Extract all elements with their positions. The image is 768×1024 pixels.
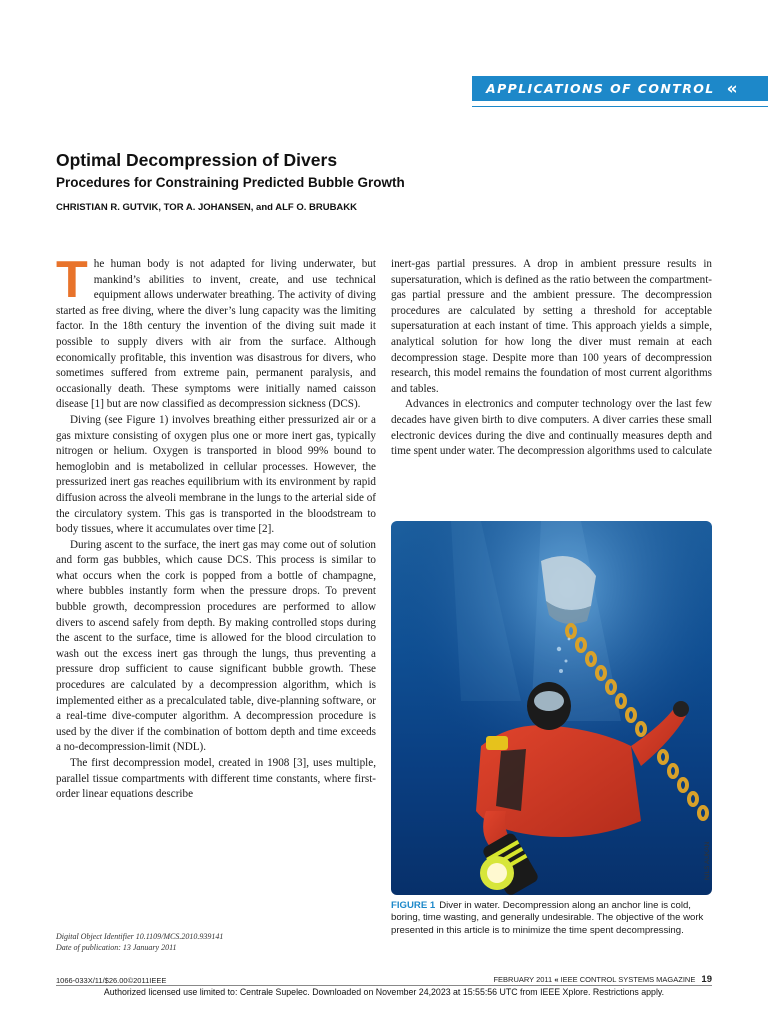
drop-cap: T bbox=[56, 251, 88, 309]
figure-photo bbox=[391, 521, 712, 895]
body-column-right bbox=[391, 257, 712, 460]
page-number: 19 bbox=[701, 974, 712, 985]
article-title: Optimal Decompression of Divers bbox=[56, 150, 338, 170]
footer-magazine bbox=[470, 974, 712, 985]
diver-illustration bbox=[391, 521, 712, 895]
footer-magazine-name: IEEE CONTROL SYSTEMS MAGAZINE bbox=[560, 975, 696, 984]
paragraph: Advances in electronics and computer technology over the last few decades have given birth to dive computers. A diver carries these small electronic devices during the dive and continually measures depth and time spent under water. The decompression algorithms used to calculate bbox=[391, 398, 712, 458]
paragraph-text: he human body is not adapted for living underwater, but mankind’s abilities to invent, create, and use technical equipment allows underwater breathing. The activity of diving started as free diving, where the diver’s lung capacity was the limiting factor. In the 18th century the invention of the diving suit made it possible to supply divers with air from the surface. Although economically profitable, this invention was disastrous for divers, who sometimes suffered from extreme pain, permanent paralysis, and occasionally death. These symptoms were initially named caisson disease [1] but are now classified as decompression sickness (DCS). bbox=[56, 258, 376, 411]
chevron-left-icon: « bbox=[726, 78, 736, 99]
footer-date: FEBRUARY 2011 bbox=[493, 975, 553, 984]
doi-text: Digital Object Identifier 10.1109/MCS.2010.939141 bbox=[56, 932, 224, 941]
paragraph: inert-gas partial pressures. A drop in ambient pressure results in supersaturation, which is defined as the ratio between the compartment-gas partial pressure and the ambient pressure. The decompression procedures are calculated by setting a threshold for acceptable supersaturation at each instant of time. This approach yields a simple, analytical solution for how long the diver must remain at each decompression stage. Despite more than 100 years of decompression research, this model remains the foundation of most current algorithms and tables. bbox=[391, 258, 712, 395]
publication-footnote bbox=[56, 931, 376, 953]
chevron-left-icon: « bbox=[554, 975, 559, 984]
paragraph bbox=[56, 251, 376, 413]
paragraph: The first decompression model, created in 1908 [3], uses multiple, parallel tissue compartments with different time constants, where first-order linear equations describe bbox=[56, 757, 376, 801]
paragraph: Diving (see Figure 1) involves breathing either pressurized air or a gas mixture consisting of oxygen plus one or more inert gas, typically nitrogen or helium. Oxygen is transported in blood 99% bound to hemoglobin and is metabolized in cellular processes. However, the pressurized inert gas reaches equilibrium with its environment by rapid diffusion across the alveoli membrane in the lungs to the arterial side of the circulatory system. This gas is transported in the bloodstream to body tissues, where it accumulates over time [2]. bbox=[56, 413, 376, 536]
paragraph: During ascent to the surface, the inert gas may come out of solution and form gas bubbles, which cause DCS. This process is similar to what occurs when the cork is popped from a bottle of champagne, where bubbles instantly form when the pressure drops. To prevent bubble growth, decompression procedures are performed to allow divers to ascend safely from depth. By making controlled stops during the ascent to the surface, time is allowed for the blood circulation to wash out the excess inert gas through the lungs, thus preventing a pressure drop sufficient to cause significant bubble growth. These procedures are calculated by a decompression algorithm, which is implemented either as a precalculated table, dive-planning software, or a real-time dive-computer algorithm. A decompression procedure is used by the diver if the combination of bottom depth and time exceeds a no-decompression-limit (NDL). bbox=[56, 538, 376, 754]
photo-credit: NILS AUKAN bbox=[704, 841, 711, 880]
section-tab bbox=[472, 76, 768, 101]
footer-rule bbox=[56, 985, 712, 986]
article-authors: CHRISTIAN R. GUTVIK, TOR A. JOHANSEN, and ALF O. BRUBAKK bbox=[56, 202, 358, 213]
footer-issn: 1066-033X/11/$26.00©2011IEEE bbox=[56, 976, 167, 985]
figure-caption bbox=[391, 900, 712, 937]
license-notice: Authorized licensed use limited to: Centrale Supelec. Downloaded on November 24,2023 at 15:55:56 UTC from IEEE Xplore. Restrictions apply. bbox=[103, 987, 665, 997]
article-subtitle: Procedures for Constraining Predicted Bubble Growth bbox=[56, 175, 405, 190]
body-column-left bbox=[56, 251, 376, 803]
figure-caption-text: Diver in water. Decompression along an anchor line is cold, boring, time wasting, and generally undesirable. The objective of the work presented in this article is to minimize the time spent decompressing. bbox=[391, 900, 704, 936]
section-label: APPLICATIONS OF CONTROL bbox=[486, 81, 715, 96]
header-rule bbox=[472, 106, 768, 107]
figure-label: FIGURE 1 bbox=[391, 900, 436, 911]
publication-date: Date of publication: 13 January 2011 bbox=[56, 943, 177, 952]
